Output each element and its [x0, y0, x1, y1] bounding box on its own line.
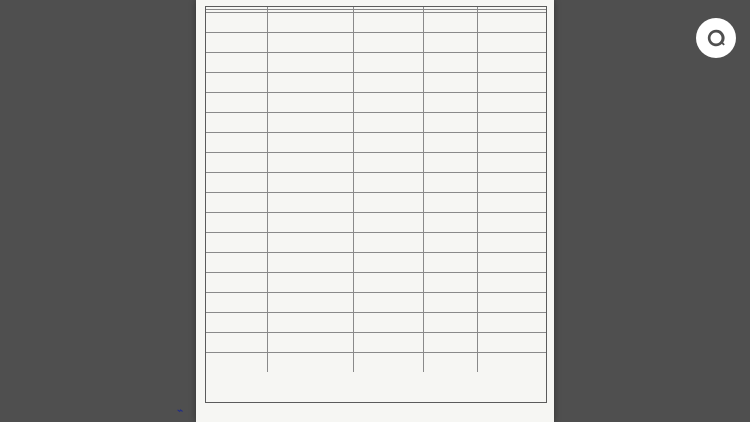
table-cell — [424, 213, 478, 232]
table-row — [206, 253, 546, 273]
table-cell — [354, 153, 424, 172]
logo-badge-icon — [696, 18, 736, 58]
table-cell — [268, 213, 354, 232]
table-cell — [206, 253, 268, 272]
table-cell — [424, 233, 478, 252]
table-cell — [268, 293, 354, 312]
index-cell — [268, 10, 354, 12]
table-cell — [268, 333, 354, 352]
table-cell — [268, 33, 354, 52]
table-cell — [424, 53, 478, 72]
table-row — [206, 333, 546, 353]
table-row — [206, 93, 546, 113]
table-cell — [424, 73, 478, 92]
table-cell — [354, 173, 424, 192]
table-row — [206, 33, 546, 53]
index-cell — [424, 10, 478, 12]
header-cell — [268, 7, 354, 9]
table-row — [206, 193, 546, 213]
table-cell — [206, 233, 268, 252]
table-cell — [354, 213, 424, 232]
table-row — [206, 293, 546, 313]
table-row — [206, 113, 546, 133]
table-cell — [268, 73, 354, 92]
table-cell — [206, 173, 268, 192]
table-cell — [206, 93, 268, 112]
table-cell — [354, 13, 424, 32]
table-cell — [478, 253, 546, 272]
table-row — [206, 313, 546, 333]
table-cell — [424, 333, 478, 352]
table-cell — [354, 253, 424, 272]
table-cell — [478, 33, 546, 52]
table-cell — [354, 233, 424, 252]
table-cell — [478, 193, 546, 212]
table-cell — [268, 313, 354, 332]
index-cell — [354, 10, 424, 12]
table-row — [206, 153, 546, 173]
table-row — [206, 13, 546, 33]
table-cell — [478, 213, 546, 232]
table-cell — [478, 233, 546, 252]
signature: ⌁ — [176, 404, 183, 417]
table-row — [206, 173, 546, 193]
table-cell — [478, 173, 546, 192]
table-cell — [478, 113, 546, 132]
table-cell — [424, 353, 478, 372]
table-cell — [268, 153, 354, 172]
table-cell — [478, 153, 546, 172]
index-cell — [478, 10, 546, 12]
table-cell — [424, 113, 478, 132]
table-cell — [268, 93, 354, 112]
table-row — [206, 73, 546, 93]
document-page — [196, 0, 554, 422]
watermark — [30, 374, 150, 396]
table-cell — [424, 33, 478, 52]
table-cell — [424, 13, 478, 32]
table-cell — [478, 53, 546, 72]
table-cell — [424, 173, 478, 192]
header-cell — [354, 7, 424, 9]
table-cell — [206, 213, 268, 232]
table-cell — [354, 33, 424, 52]
table-cell — [478, 273, 546, 292]
table-cell — [354, 293, 424, 312]
header-cell — [424, 7, 478, 9]
table-cell — [424, 293, 478, 312]
table-cell — [206, 273, 268, 292]
table-cell — [424, 133, 478, 152]
table-cell — [354, 273, 424, 292]
table-cell — [354, 73, 424, 92]
table-cell — [268, 233, 354, 252]
table-cell — [206, 73, 268, 92]
table-cell — [424, 313, 478, 332]
table-row — [206, 133, 546, 153]
table-cell — [424, 253, 478, 272]
candidate-table — [205, 6, 547, 403]
table-cell — [424, 153, 478, 172]
table-cell — [206, 293, 268, 312]
table-cell — [268, 133, 354, 152]
table-cell — [268, 13, 354, 32]
table-cell — [206, 33, 268, 52]
table-cell — [268, 113, 354, 132]
table-cell — [424, 273, 478, 292]
table-cell — [424, 93, 478, 112]
table-cell — [206, 313, 268, 332]
table-cell — [354, 133, 424, 152]
table-cell — [354, 333, 424, 352]
index-cell — [206, 10, 268, 12]
table-row — [206, 353, 546, 372]
table-cell — [206, 53, 268, 72]
table-row — [206, 53, 546, 73]
table-cell — [268, 173, 354, 192]
table-row — [206, 273, 546, 293]
table-cell — [354, 53, 424, 72]
table-cell — [206, 13, 268, 32]
table-cell — [478, 133, 546, 152]
table-cell — [478, 293, 546, 312]
table-cell — [478, 353, 546, 372]
table-cell — [354, 193, 424, 212]
table-cell — [206, 133, 268, 152]
table-row — [206, 213, 546, 233]
table-cell — [478, 333, 546, 352]
table-cell — [478, 313, 546, 332]
table-cell — [268, 353, 354, 372]
table-cell — [478, 93, 546, 112]
table-cell — [206, 153, 268, 172]
header-cell — [478, 7, 546, 9]
table-cell — [268, 273, 354, 292]
table-cell — [268, 193, 354, 212]
table-cell — [354, 313, 424, 332]
table-cell — [424, 193, 478, 212]
table-row — [206, 233, 546, 253]
table-cell — [354, 353, 424, 372]
table-cell — [206, 353, 268, 372]
table-cell — [354, 93, 424, 112]
table-cell — [478, 13, 546, 32]
header-cell — [206, 7, 268, 9]
table-cell — [268, 53, 354, 72]
table-cell — [206, 193, 268, 212]
table-cell — [206, 333, 268, 352]
table-cell — [354, 113, 424, 132]
table-cell — [478, 73, 546, 92]
table-cell — [206, 113, 268, 132]
table-cell — [268, 253, 354, 272]
